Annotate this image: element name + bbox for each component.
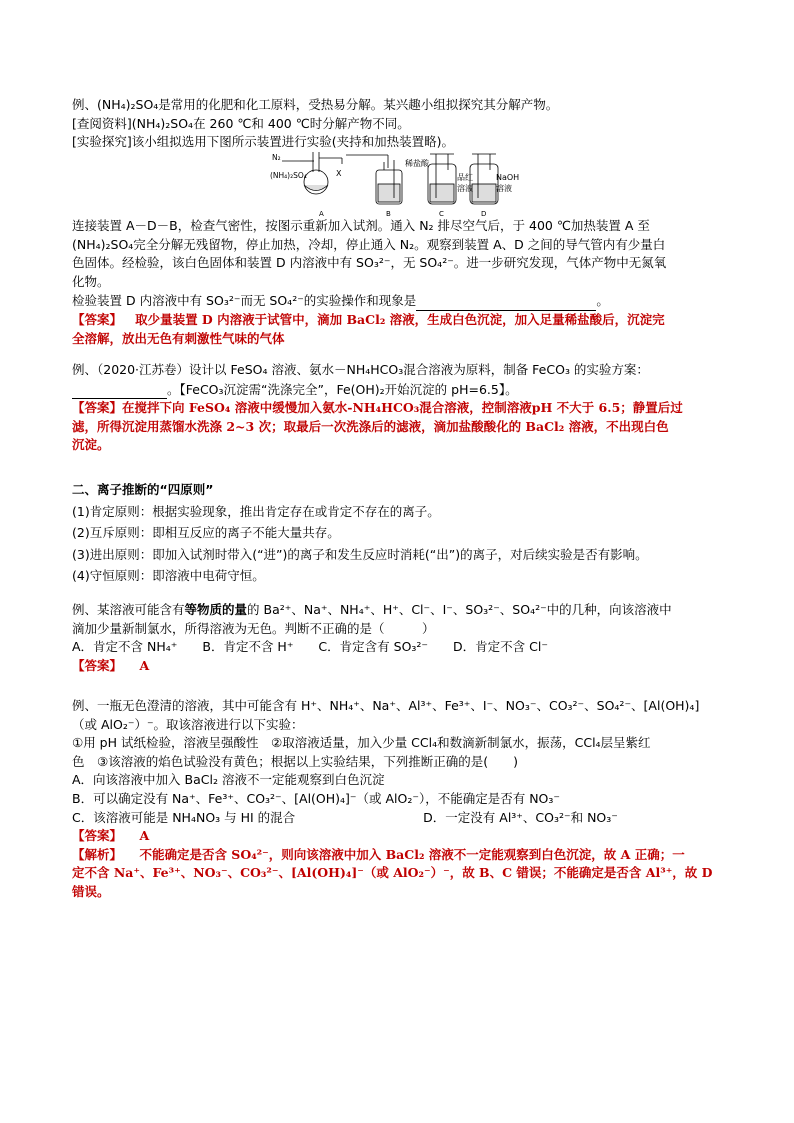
question-text: 的 Ba²⁺、Na⁺、NH₄⁺、H⁺、Cl⁻、I⁻、SO₃²⁻、SO₄²⁻中的几种，向该溶液中 [247, 602, 672, 617]
answer-text: A [139, 828, 150, 844]
text-line: （或 AlO₂⁻）⁻。取该溶液进行以下实验： [72, 716, 304, 732]
text-line: 滴加少量新制氯水，所得溶液为无色。判断不正确的是（ ） [72, 620, 435, 636]
example-3 [72, 601, 727, 675]
question-text: 例、某溶液可能含有 [72, 602, 185, 617]
rule-line: (4)守恒原则：即溶液中电荷守恒。 [72, 568, 265, 584]
text-line [72, 601, 727, 620]
label-naoh-1: NaOH [496, 173, 520, 182]
answer-tag: 【答案】 [72, 400, 123, 416]
explanation-line [72, 846, 727, 865]
text-line: [实验探究]该小组拟选用下图所示装置进行实验(夹持和加热装置略)。 [72, 134, 455, 150]
rule-line: (1)肯定原则：根据实验现象，推出肯定存在或肯定不存在的离子。 [72, 503, 440, 519]
example-1-intro [72, 96, 727, 152]
answer-tag: 【答案】 [72, 311, 123, 327]
answer-tag: 【答案】 [72, 828, 123, 844]
text-line: 连接装置 A－D－B，检查气密性，按图示重新加入试剂。通入 N₂ 排尽空气后，于 400 ℃加热装置 A 至 [72, 218, 650, 233]
text-line: [查阅资料](NH₄)₂SO₄在 260 ℃和 400 ℃时分解产物不同。 [72, 115, 410, 131]
example-4 [72, 697, 727, 902]
text-line: 色固体。经检验，该白色固体和装置 D 内溶液中有 SO₃²⁻，无 SO₄²⁻。进一步研究发现，气体产物中无氮氧 [72, 255, 667, 271]
period: 。 [596, 293, 609, 309]
answer-text: A [139, 657, 150, 673]
answer-blank [416, 291, 596, 311]
answer-line [72, 311, 727, 330]
label-d: D [481, 210, 487, 218]
explanation-line: 定不含 Na⁺、Fe³⁺、NO₃⁻、CO₃²⁻、[Al(OH)₄]⁻（或 AlO₂⁻）⁻，故 B、C 错误；不能确定是否含 Al³⁺，故 D [72, 865, 713, 881]
answer-text: 取少量装置 D 内溶液于试管中，滴加 BaCl₂ 溶液，生成白色沉淀，加入足量稀盐酸后，沉淀完 [135, 311, 665, 327]
label-pinhong-1: 品红 [457, 173, 473, 182]
option-a: A．向该溶液中加入 BaCl₂ 溶液不一定能观察到白色沉淀 [72, 772, 385, 788]
answer-line [72, 657, 727, 676]
option-d: D．一定没有 Al³⁺、CO₃²⁻和 NO₃⁻ [423, 809, 618, 825]
text-line: 例、一瓶无色澄清的溶液，其中可能含有 H⁺、NH₄⁺、Na⁺、Al³⁺、Fe³⁺、I⁻、NO₃⁻、CO₃²⁻、SO₄²⁻、[Al(OH)₄] [72, 698, 700, 713]
emphasis-text: 等物质的量 [184, 602, 248, 617]
section-2 [72, 481, 727, 586]
answer-line [72, 827, 727, 846]
text-line: ①用 pH 试纸检验，溶液呈强酸性 ②取溶液适量，加入少量 CCl₄和数滴新制氯水，振荡，CCl₄层呈紫红 [72, 735, 651, 751]
options-cd [72, 809, 727, 828]
label-b: B [386, 210, 391, 218]
apparatus-figure [270, 150, 520, 218]
answer-line: 滤，所得沉淀用蒸馏水洗涤 2~3 次；取最后一次洗涤后的滤液，滴加盐酸酸化的 BaCl₂ 溶液，不出现白色 [72, 418, 669, 434]
answer-text: 在搅拌下向 FeSO₄ 溶液中缓慢加入氨水-NH₄HCO₃混合溶液，控制溶液pH 不大于 6.5；静置后过 [122, 400, 683, 416]
text-line [72, 291, 727, 311]
question-text: 。【FeCO₃沉淀需“洗涤完全”，Fe(OH)₂开始沉淀的 pH=6.5】。 [167, 381, 518, 397]
answer-line [72, 399, 727, 418]
explanation-line: 错误。 [72, 883, 110, 899]
label-salt: (NH₄)₂SO₄ [270, 171, 307, 180]
option-b: B．可以确定没有 Na⁺、Fe³⁺、CO₃²⁻、[Al(OH)₄]⁻（或 AlO₂⁻），不能确定是否有 NO₃⁻ [72, 790, 560, 806]
options-line: A．肯定不含 NH₄⁺ B．肯定不含 H⁺ C．肯定含有 SO₃²⁻ D．肯定不含 Cl⁻ [72, 639, 548, 655]
text-line: 例、(NH₄)₂SO₄是常用的化肥和化工原料，受热易分解。某兴趣小组拟探究其分解产物。 [72, 97, 559, 112]
label-c: C [439, 210, 444, 218]
text-line: 化物。 [72, 273, 110, 289]
answer-tag: 【答案】 [72, 657, 123, 673]
example-2 [72, 361, 727, 455]
text-line: 色 ③该溶液的焰色试验没有黄色；根据以上实验结果，下列推断正确的是( ) [72, 753, 518, 769]
text-line: 例、（2020·江苏卷）设计以 FeSO₄ 溶液、氨水－NH₄HCO₃混合溶液为原料，制备 FeCO₃ 的实验方案： [72, 362, 649, 377]
section-title: 二、离子推断的“四原则” [72, 482, 214, 497]
answer-blank [72, 380, 167, 400]
example-1-body [72, 217, 727, 348]
option-c: C．该溶液可能是 NH₄NO₃ 与 HI 的混合 [72, 809, 296, 825]
text-line: (NH₄)₂SO₄完全分解无残留物，停止加热，冷却，停止通入 N₂。观察到装置 A、D 之间的导气管内有少量白 [72, 236, 666, 252]
rule-line: (3)进出原则：即加入试剂时带入(“进”)的离子和发生反应时消耗(“出”)的离子，对后续实验是否有影响。 [72, 546, 648, 562]
rule-line: (2)互斥原则：即相互反应的离子不能大量共存。 [72, 525, 340, 541]
label-x: X [336, 169, 342, 178]
label-acid: 稀盐酸 [405, 159, 429, 168]
label-a: A [319, 210, 324, 218]
answer-line: 全溶解，放出无色有刺激性气味的气体 [72, 330, 285, 346]
answer-line: 沉淀。 [72, 437, 110, 453]
label-n2: N₂ [272, 153, 281, 162]
question-text: 检验装置 D 内溶液中有 SO₃²⁻而无 SO₄²⁻的实验操作和现象是 [72, 293, 417, 309]
explanation-text: 不能确定是否含 SO₄²⁻，则向该溶液中加入 BaCl₂ 溶液不一定能观察到白色沉淀，故 A 正确；一 [139, 846, 685, 862]
label-pinhong-2: 溶液 [457, 184, 473, 193]
explanation-tag: 【解析】 [72, 846, 123, 862]
text-line [72, 380, 727, 400]
label-naoh-2: 溶液 [496, 184, 512, 193]
